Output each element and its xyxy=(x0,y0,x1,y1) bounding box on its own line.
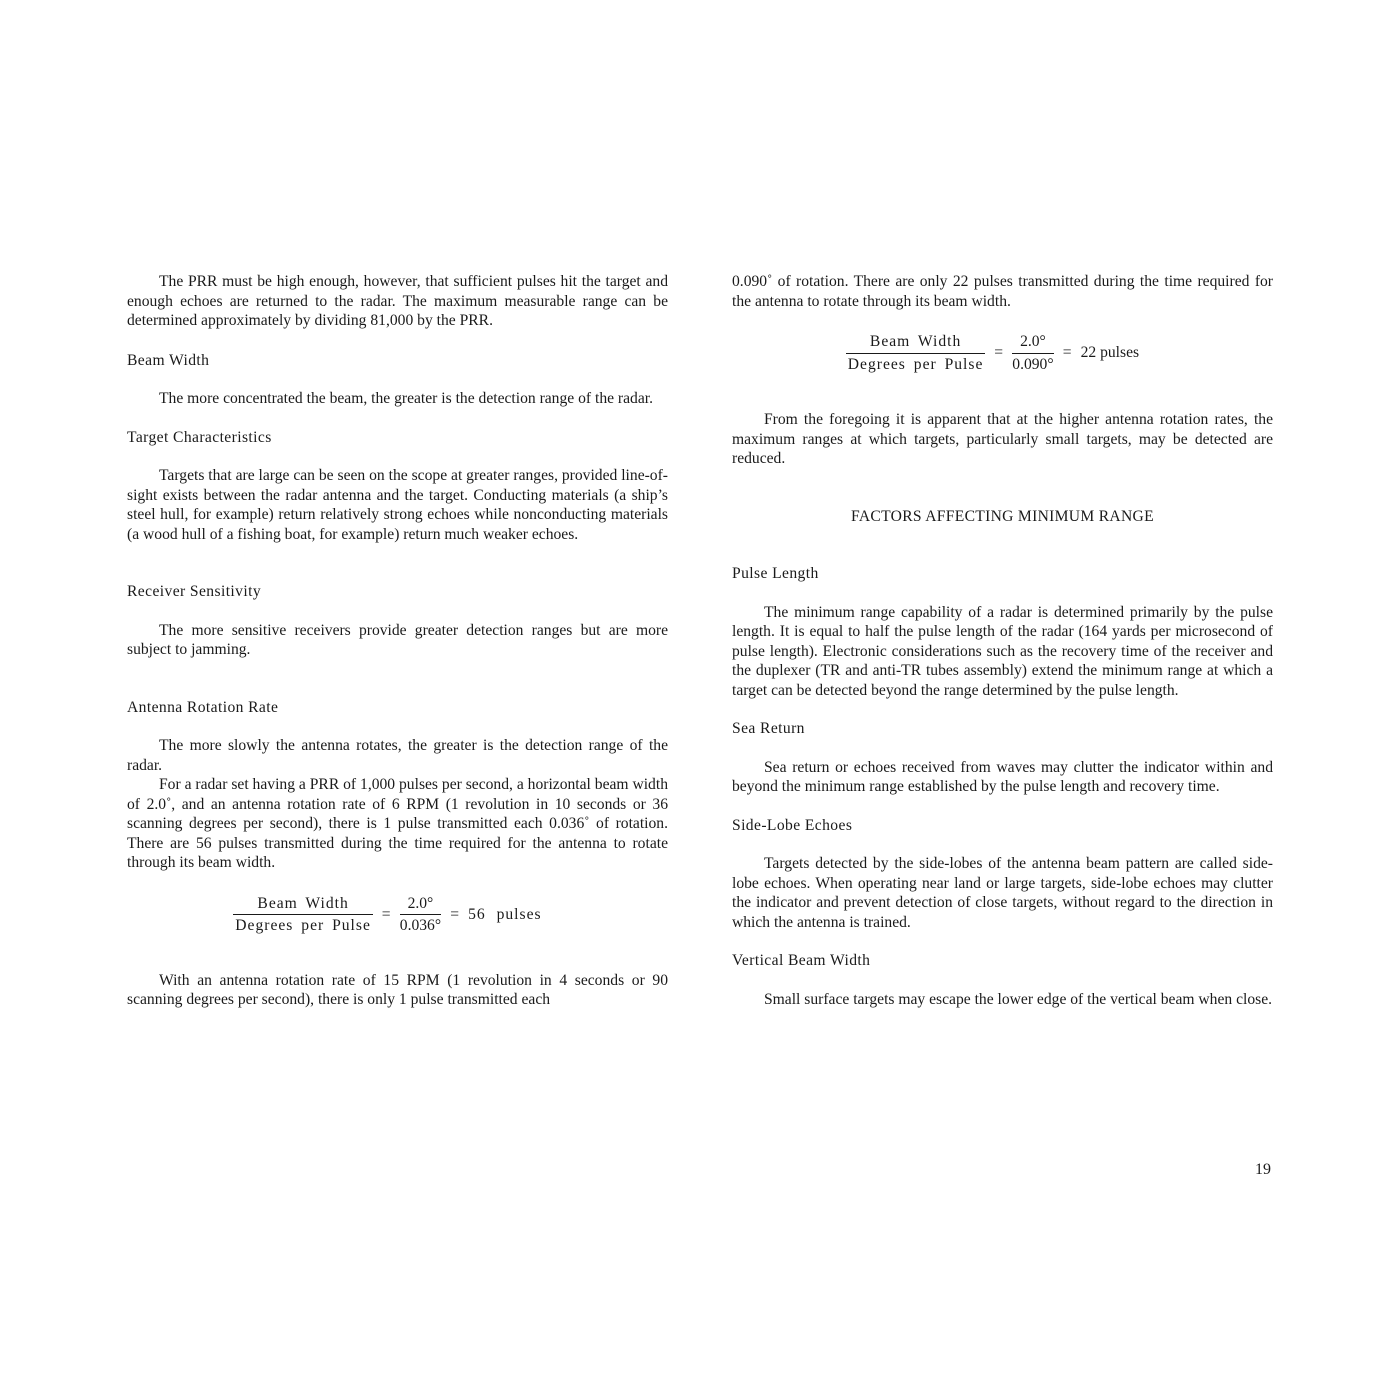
section-title-minimum-range: FACTORS AFFECTING MINIMUM RANGE xyxy=(851,507,1154,525)
paragraph-vertical-beam-width: Small surface targets may escape the lower edge of the vertical beam when close. xyxy=(764,990,1273,1008)
right-column xyxy=(732,272,1273,1009)
formula-56-pulses xyxy=(107,894,668,936)
fraction-beam-width xyxy=(846,332,985,374)
paragraph-pulse-length: The minimum range capability of a radar is determined primarily by the pulse length. It is equal to half the pulse length of the radar (164 yards per microsecond of pulse length). Electronic considerations such as the recovery time of the receiver and the duplexer (TR and anti-TR tubes assembly) extend the minimum range at which a target can be detected beyond the range determined by the pulse length. xyxy=(732,603,1273,699)
left-column xyxy=(127,272,668,1010)
denominator-degrees-per-pulse: Degrees per Pulse xyxy=(235,917,371,934)
heading-vertical-beam-width: Vertical Beam Width xyxy=(732,952,871,969)
heading-beam-width: Beam Width xyxy=(127,351,210,369)
heading-receiver-sensitivity: Receiver Sensitivity xyxy=(127,583,262,600)
numerator-beam-width: Beam Width xyxy=(233,894,372,916)
numerator-2-0: 2.0° xyxy=(400,894,442,916)
paragraph-target-characteristics: Targets that are large can be seen on the scope at greater ranges, provided line-of-sight exists between the radar antenna and the target. Conducting materials (a ship’s steel hull, for example) return relatively strong echoes while nonconducting materials (a wood hull of a fishing boat, for example) return much weaker echoes. xyxy=(127,467,668,543)
numerator-beam-width: Beam Width xyxy=(846,332,985,354)
heading-pulse-length: Pulse Length xyxy=(732,565,819,582)
heading-side-lobe-echoes: Side-Lobe Echoes xyxy=(732,816,853,834)
paragraph-side-lobe-echoes: Targets detected by the side-lobes of the antenna beam pattern are called side-lobe echoes. When operating near land or large targets, side-lobe echoes may clutter the indicator and prevent detection of close targets, without regard to the direction in which the antenna is trained. xyxy=(732,855,1273,931)
paragraph-rotation-3: With an antenna rotation rate of 15 RPM (1 revolution in 4 seconds or 90 scanning degrees per second), there is only 1 pulse transmitted each xyxy=(127,971,668,1008)
formula-result: 22 pulses xyxy=(1080,344,1140,362)
equals-sign: = xyxy=(381,905,391,923)
fraction-values xyxy=(1012,332,1054,374)
paragraph-rotation-1: The more slowly the antenna rotates, the greater is the detection range of the radar. xyxy=(127,737,668,774)
equals-sign: = xyxy=(994,344,1004,362)
equals-sign: = xyxy=(1062,344,1072,362)
numerator-2-0: 2.0° xyxy=(1012,332,1054,354)
formula-result: 56 pulses xyxy=(468,905,542,923)
heading-antenna-rotation-rate: Antenna Rotation Rate xyxy=(127,698,279,716)
heading-sea-return: Sea Return xyxy=(732,720,805,737)
fraction-beam-width xyxy=(233,894,372,936)
denominator-0-036: 0.036° xyxy=(399,917,442,934)
paragraph-sea-return: Sea return or echoes received from waves may clutter the indicator within and beyond the minimum range established by the pulse length and recovery time. xyxy=(732,758,1273,795)
paragraph-prr: The PRR must be high enough, however, that sufficient pulses hit the target and enough echoes are returned to the radar. The maximum measurable range can be determined approximately by dividing 81,000 by the PRR. xyxy=(127,273,668,329)
paragraph-continued: 0.090˚ of rotation. There are only 22 pulses transmitted during the time required for the antenna to rotate through its beam width. xyxy=(732,273,1273,310)
paragraph-receiver-sensitivity: The more sensitive receivers provide greater detection ranges but are more subject to jamming. xyxy=(127,621,668,658)
paragraph-beam-width: The more concentrated the beam, the greater is the detection range of the radar. xyxy=(159,390,653,407)
denominator-degrees-per-pulse: Degrees per Pulse xyxy=(847,355,984,373)
denominator-0-090: 0.090° xyxy=(1012,355,1054,373)
paragraph-rotation-2: For a radar set having a PRR of 1,000 pulses per second, a horizontal beam width of 2.0˚, and an antenna rotation rate of 6 RPM (1 revolution in 10 seconds or 36 scanning degrees per second), there is 1 pulse transmitted each 0.036˚ of rotation. There are 56 pulses transmitted during the time required for the antenna to rotate through its beam width. xyxy=(127,776,668,871)
equals-sign: = xyxy=(450,905,460,923)
heading-target-characteristics: Target Characteristics xyxy=(127,428,272,446)
paragraph-foregoing: From the foregoing it is apparent that at the higher antenna rotation rates, the maximum ranges at which targets, particularly small targets, may be detected are reduced. xyxy=(732,411,1273,467)
formula-22-pulses xyxy=(712,332,1273,374)
page-number: 19 xyxy=(1255,1161,1271,1178)
fraction-values xyxy=(400,894,442,936)
